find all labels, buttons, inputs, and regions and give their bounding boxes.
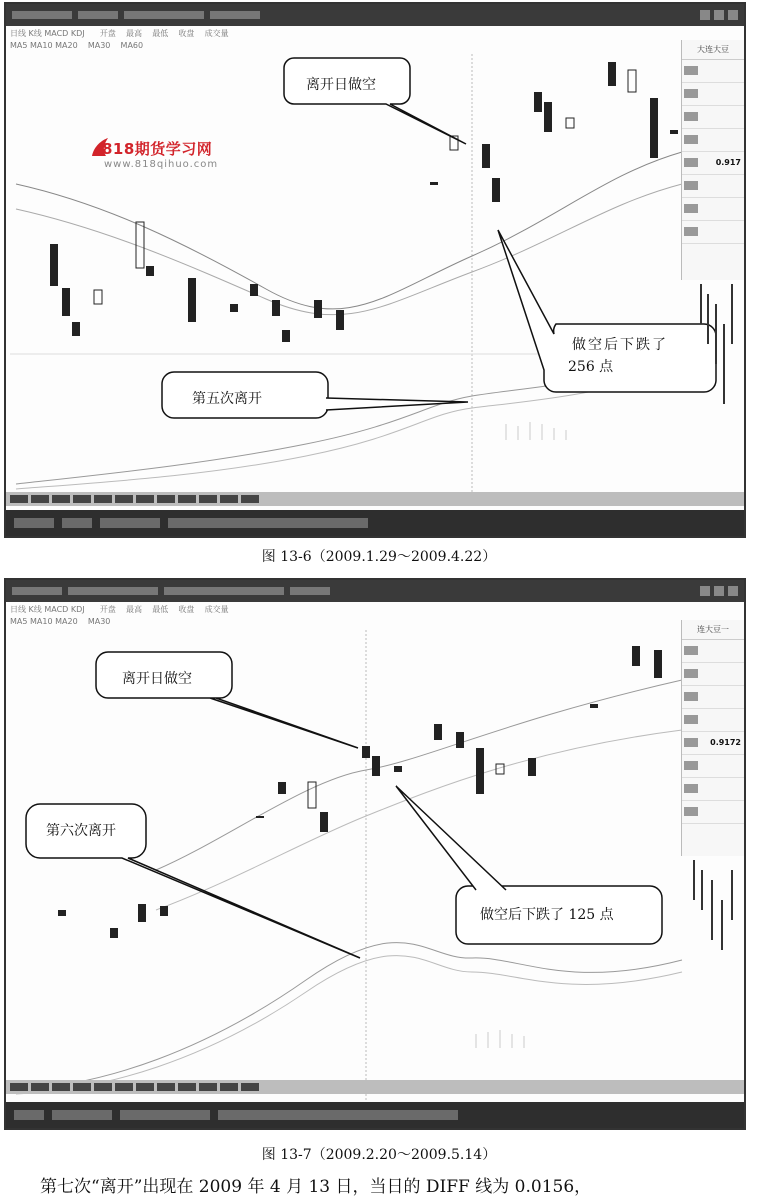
watermark: 818期货学习网 www.818qihuo.com xyxy=(102,140,219,170)
callout-fifth-exit: 第五次离开 xyxy=(192,391,262,407)
period-tabs[interactable] xyxy=(6,492,744,506)
status-bar xyxy=(6,1102,744,1128)
candlestick-chart xyxy=(6,580,746,1130)
quote-panel: 大连大豆 0.917 xyxy=(681,40,744,280)
callout-sixth-exit: 第六次离开 xyxy=(46,823,116,839)
status-bar xyxy=(6,510,744,536)
callout-drop-125: 做空后下跌了 125 点 xyxy=(480,907,614,923)
callout-exit-short: 离开日做空 xyxy=(306,77,376,93)
period-tabs[interactable] xyxy=(6,1080,744,1094)
callout-bubble-exit-short xyxy=(96,652,358,748)
chart-header: 日线 K线 MACD KDJ 开盘 最高 最低 收盘 成交量 MA5 MA10 MA20 MA30 xyxy=(10,605,229,626)
chart-header: 日线 K线 MACD KDJ 开盘 最高 最低 收盘 成交量 MA5 MA10 MA20 MA30 MA60 xyxy=(10,29,229,50)
figure-caption-13-6: 图 13-6（2009.1.29～2009.4.22） xyxy=(261,549,497,565)
callout-exit-short: 离开日做空 xyxy=(122,671,192,687)
figure-caption-13-7: 图 13-7（2009.2.20～2009.5.14） xyxy=(261,1147,497,1163)
callout-bubble-exit-short xyxy=(284,58,466,144)
candlestick-chart xyxy=(6,4,746,538)
chart-screenshot-1 xyxy=(4,2,746,538)
callout-drop-line1: 做空后下跌了 xyxy=(572,337,668,353)
quote-panel: 连大豆一 0.9172 xyxy=(681,620,744,856)
chart-screenshot-2 xyxy=(4,578,746,1130)
body-paragraph: 第七次“离开”出现在 2009 年 4 月 13 日，当日的 DIFF 线为 0.0156， xyxy=(40,1177,592,1197)
callout-drop-line2: 256 点 xyxy=(568,359,614,375)
